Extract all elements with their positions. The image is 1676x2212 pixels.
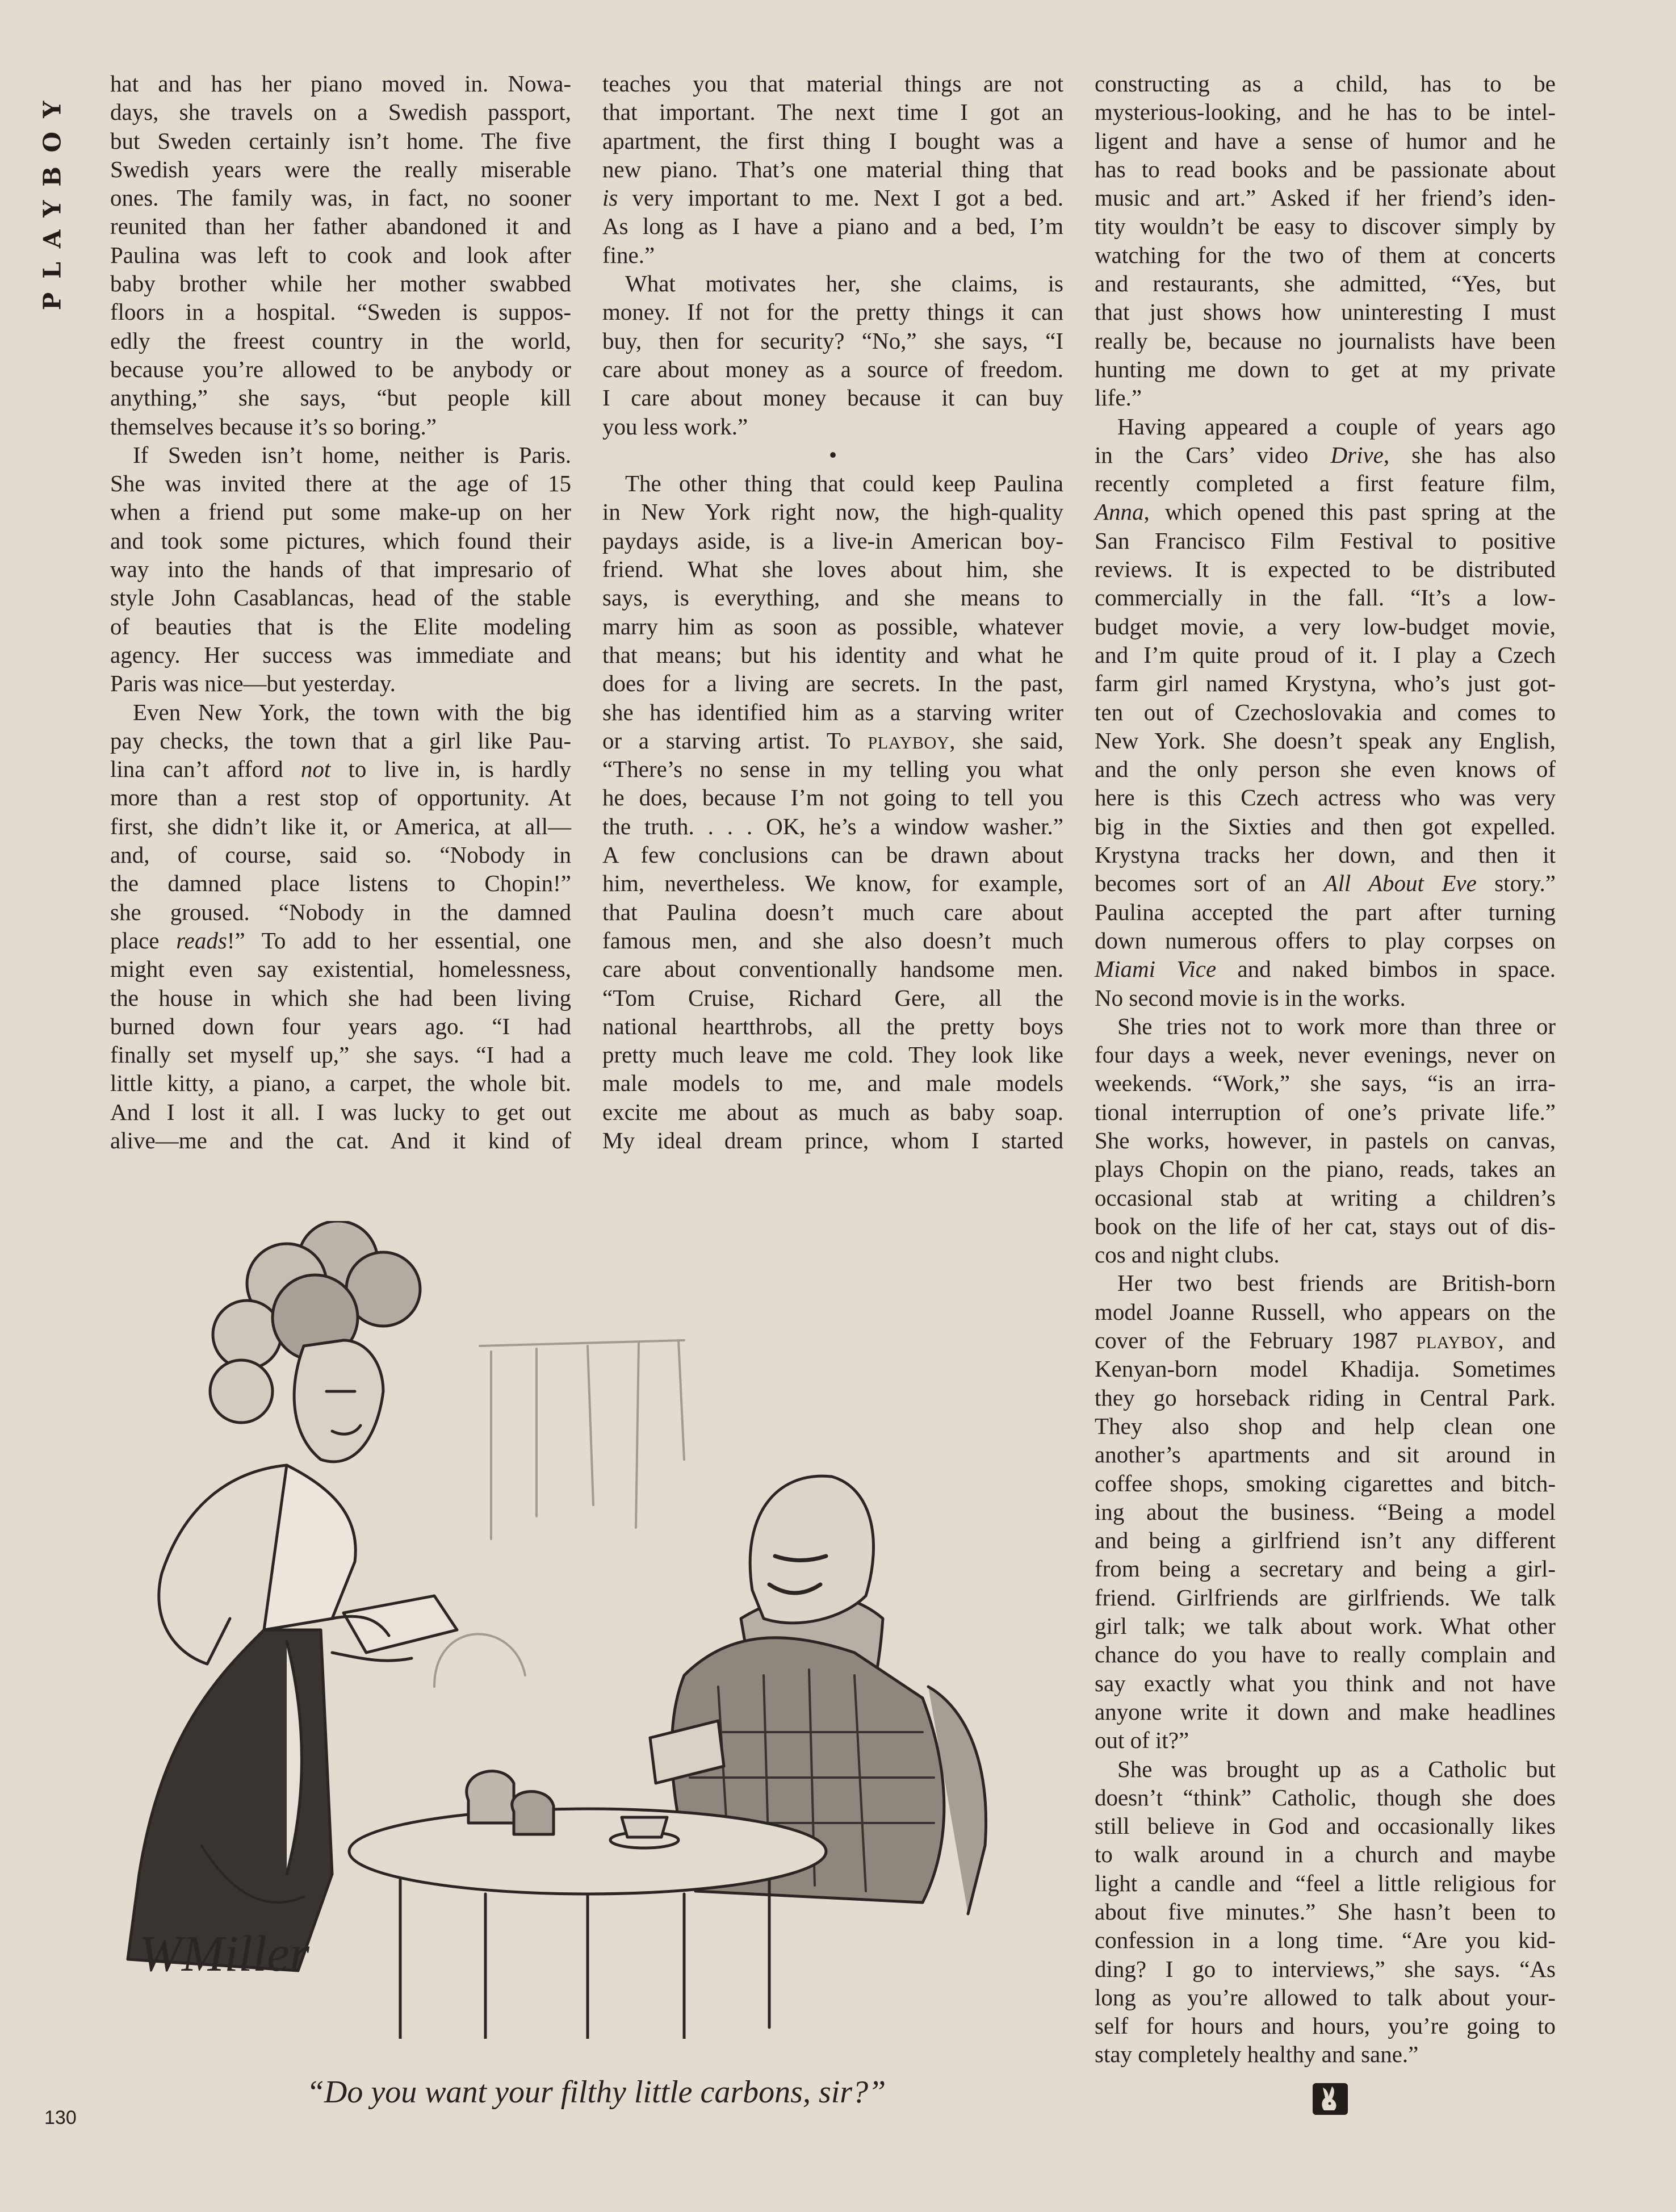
text-line: tional interruption of one’s private life.”: [1095, 1098, 1556, 1125]
article-column-3: [1095, 69, 1556, 2069]
text-line: cover of the February 1987 PLAYBOY, and: [1095, 1327, 1556, 1354]
text-line: If Sweden isn’t home, neither is Paris.: [133, 441, 571, 468]
text-line: lina can’t afford not to live in, is hardly: [110, 756, 571, 783]
text-line: Paulina accepted the part after turning: [1095, 898, 1556, 925]
text-line: here is this Czech actress who was very: [1095, 784, 1556, 811]
text-line: friend. What she loves about him, she: [602, 556, 1063, 583]
text-line: does for a living are secrets. In the past,: [602, 670, 1063, 697]
text-line: style John Casablancas, head of the stable: [110, 584, 571, 611]
text-line: national heartthrobs, all the pretty boys: [602, 1013, 1063, 1039]
text-line: finally set myself up,” she says. “I had a: [110, 1042, 571, 1068]
text-line: ligent and have a sense of humor and he: [1095, 127, 1556, 154]
text-line: Anna, which opened this past spring at the: [1095, 499, 1556, 525]
text-line: care about money as a source of freedom.: [602, 356, 1063, 382]
text-line: but Sweden certainly isn’t home. The five: [110, 127, 571, 154]
text-line: Even New York, the town with the big: [133, 699, 571, 725]
text-line: edly the freest country in the world,: [110, 327, 571, 354]
text-line: big in the Sixties and then got expelled.: [1095, 813, 1556, 839]
text-line: And I lost it all. I was lucky to get out: [110, 1098, 571, 1125]
text-line: when a friend put some make-up on her: [110, 499, 571, 525]
text-line: burned down four years ago. “I had: [110, 1013, 571, 1039]
text-line: commercially in the fall. “It’s a low-: [1095, 584, 1556, 611]
text-line: Her two best friends are British-born: [1117, 1270, 1556, 1297]
text-line: long as you’re allowed to talk about your-: [1095, 1984, 1556, 2010]
text-line: that important. The next time I got an: [602, 99, 1063, 126]
text-line: still believe in God and occasionally likes: [1095, 1813, 1556, 1839]
text-line: My ideal dream prince, whom I started: [602, 1127, 1063, 1153]
text-line: New York. She doesn’t speak any English,: [1095, 727, 1556, 754]
text-line: from being a secretary and being a girl-: [1095, 1555, 1556, 1582]
text-line: Paris was nice—but yesterday.: [110, 670, 396, 697]
text-line: doesn’t “think” Catholic, though she does: [1095, 1784, 1556, 1810]
text-line: that means; but his identity and what he: [602, 641, 1063, 668]
text-line: floors in a hospital. “Sweden is suppos-: [110, 299, 571, 325]
text-line: ten out of Czechoslovakia and comes to: [1095, 699, 1556, 725]
text-line: anything,” she says, “but people kill: [110, 384, 571, 411]
text-line: self for hours and hours, you’re going to: [1095, 2013, 1556, 2039]
text-line: pretty much leave me cold. They look like: [602, 1042, 1063, 1068]
text-line: really be, because no journalists have been: [1095, 327, 1556, 354]
text-line: reviews. It is expected to be distributed: [1095, 556, 1556, 583]
article-paragraph: [110, 69, 571, 441]
text-line: and I’m quite proud of it. I play a Czech: [1095, 641, 1556, 668]
text-line: him, nevertheless. We know, for example,: [602, 870, 1063, 897]
text-line: new piano. That’s one material thing that: [602, 156, 1063, 182]
text-line: alive—me and the cat. And it kind of: [110, 1127, 571, 1153]
text-line: apartment, the first thing I bought was a: [602, 127, 1063, 154]
text-line: little kitty, a piano, a carpet, the whole bit.: [110, 1070, 571, 1097]
text-line: reunited than her father abandoned it and: [110, 213, 571, 240]
text-line: constructing as a child, has to be: [1095, 70, 1556, 97]
artist-signature: WMiller: [139, 1926, 309, 1982]
text-line: As long as I have a piano and a bed, I’m: [602, 213, 1063, 240]
text-line: music and art.” Asked if her friend’s iden-: [1095, 185, 1556, 211]
text-line: male models to me, and male models: [602, 1070, 1063, 1097]
text-line: say exactly what you think and not have: [1095, 1670, 1556, 1696]
article-paragraph: [1095, 1755, 1556, 2069]
text-line: to walk around in a church and maybe: [1095, 1841, 1556, 1868]
text-line: stay completely healthy and sane.”: [1095, 2041, 1419, 2068]
text-line: and the only person she even knows of: [1095, 756, 1556, 783]
text-line: Swedish years were the really miserable: [110, 156, 571, 182]
article-paragraph: [1095, 1269, 1556, 1754]
article-paragraph: [602, 269, 1063, 441]
text-line: agency. Her success was immediate and: [110, 641, 571, 668]
text-line: place reads!” To add to her essential, one: [110, 927, 572, 954]
article-paragraph: [110, 441, 571, 698]
rabbit-head-icon: [1313, 2083, 1348, 2115]
italic-text: is: [602, 185, 618, 211]
text-line: friend. Girlfriends are girlfriends. We talk: [1095, 1584, 1556, 1611]
text-line: and, of course, said so. “Nobody in: [110, 842, 571, 868]
text-line: “Tom Cruise, Richard Gere, all the: [602, 984, 1063, 1011]
text-line: baby brother while her mother swabbed: [110, 270, 571, 297]
article-paragraph: [110, 698, 571, 1155]
text-line: and restaurants, she admitted, “Yes, but: [1095, 270, 1556, 297]
text-line: San Francisco Film Festival to positive: [1095, 527, 1556, 554]
text-line: she has identified him as a starving writer: [602, 699, 1063, 725]
text-line: confession in a long time. “Are you kid-: [1095, 1927, 1556, 1954]
text-line: you less work.”: [602, 413, 748, 440]
cartoon-illustration: [116, 1221, 1082, 2039]
text-line: in New York right now, the high-quality: [602, 499, 1063, 525]
article-column-2: [602, 69, 1063, 1155]
text-line: out of it?”: [1095, 1727, 1189, 1754]
text-line: because you’re allowed to be anybody or: [110, 356, 571, 382]
text-line: I care about money because it can buy: [602, 384, 1063, 411]
text-line: “There’s no sense in my telling you what: [602, 756, 1063, 783]
text-line: recently completed a first feature film,: [1095, 470, 1556, 497]
text-line: excite me about as much as baby soap.: [602, 1098, 1063, 1125]
text-line: of beauties that is the Elite modeling: [110, 613, 571, 639]
text-line: famous men, and she also doesn’t much: [602, 927, 1063, 954]
text-line: first, she didn’t like it, or America, at all—: [110, 813, 571, 839]
text-line: book on the life of her cat, stays out of dis-: [1095, 1212, 1556, 1239]
text-line: and being a girlfriend isn’t any different: [1095, 1527, 1556, 1554]
text-line: another’s apartments and sit around in: [1095, 1441, 1556, 1468]
cartoon-caption: “Do you want your filthy little carbons, sir?”: [306, 2075, 886, 2110]
text-line: the truth. . . . OK, he’s a window washer.”: [602, 813, 1063, 839]
text-line: care about conventionally handsome men.: [602, 956, 1063, 982]
text-line: light a candle and “feel a little religious for: [1095, 1870, 1556, 1896]
text-line: They also shop and help clean one: [1095, 1412, 1556, 1439]
text-line: A few conclusions can be drawn about: [602, 842, 1063, 868]
text-line: weekends. “Work,” she says, “is an irra-: [1095, 1070, 1556, 1097]
text-line: Kenyan-born model Khadija. Sometimes: [1095, 1356, 1556, 1382]
page-number: 130: [44, 2107, 77, 2129]
article-paragraph: [602, 469, 1063, 1155]
text-line: money. If not for the pretty things it can: [602, 299, 1063, 325]
article-paragraph: [1095, 1012, 1556, 1269]
magazine-side-logo: [35, 74, 69, 324]
text-line: they go horseback riding in Central Park.: [1095, 1384, 1556, 1411]
text-line: hunting me down to get at my private: [1095, 356, 1556, 382]
text-line: paydays aside, is a live-in American boy-: [602, 527, 1063, 554]
text-line: about five minutes.” She hasn’t been to: [1095, 1899, 1556, 1925]
text-line: is very important to me. Next I got a bed.: [602, 185, 1063, 211]
text-line: cos and night clubs.: [1095, 1241, 1280, 1268]
italic-text: Anna: [1095, 499, 1144, 525]
italic-text: Drive: [1330, 441, 1384, 468]
text-line: The other thing that could keep Paulina: [625, 470, 1063, 497]
text-line: or a starving artist. To PLAYBOY, she said,: [602, 727, 1063, 754]
text-line: She was invited there at the age of 15: [110, 470, 571, 497]
text-line: ding? I go to interviews,” she says. “As: [1095, 1955, 1556, 1982]
text-line: model Joanne Russell, who appears on the: [1095, 1298, 1556, 1325]
text-line: Krystyna tracks her down, and then it: [1095, 842, 1556, 868]
text-line: way into the hands of that impresario of: [110, 556, 571, 583]
text-line: four days a week, never evenings, never on: [1095, 1042, 1556, 1068]
text-line: down numerous offers to play corpses on: [1095, 927, 1556, 954]
magazine-name-smallcaps: PLAYBOY: [1416, 1333, 1498, 1353]
text-line: teaches you that material things are not: [602, 70, 1063, 97]
text-line: fine.”: [602, 241, 655, 268]
text-line: more than a rest stop of opportunity. At: [110, 784, 571, 811]
text-line: ones. The family was, in fact, no sooner: [110, 185, 571, 211]
article-paragraph: [1095, 69, 1556, 412]
text-line: has to read books and be passionate about: [1095, 156, 1556, 182]
text-line: that just shows how uninteresting I must: [1095, 299, 1556, 325]
text-line: anyone write it down and make headlines: [1095, 1698, 1556, 1725]
text-line: tity wouldn’t be easy to discover simply by: [1095, 213, 1556, 240]
text-line: that Paulina doesn’t much care about: [602, 898, 1063, 925]
side-logo-text: PLAYBOY: [38, 87, 66, 311]
text-line: she groused. “Nobody in the damned: [110, 898, 571, 925]
text-line: ing about the business. “Being a model: [1095, 1498, 1556, 1525]
text-line: Paulina was left to cook and look after: [110, 241, 571, 268]
text-line: might even say existential, homelessness,: [110, 956, 571, 982]
text-line: life.”: [1095, 384, 1142, 411]
text-line: the house in which she had been living: [110, 984, 571, 1011]
text-line: hat and has her piano moved in. Nowa-: [110, 70, 571, 97]
magazine-name-smallcaps: PLAYBOY: [868, 733, 950, 752]
text-line: buy, then for security? “No,” she says, “I: [602, 327, 1063, 354]
text-line: Having appeared a couple of years ago: [1117, 413, 1556, 440]
text-line: budget movie, a very low-budget movie,: [1095, 613, 1556, 639]
text-line: plays Chopin on the piano, reads, takes an: [1095, 1156, 1556, 1182]
article-paragraph: [1095, 412, 1556, 1012]
text-line: •: [828, 441, 837, 468]
text-line: No second movie is in the works.: [1095, 984, 1406, 1011]
italic-text: All About Eve: [1323, 870, 1477, 897]
text-line: pay checks, the town that a girl like Pau-: [110, 727, 571, 754]
text-line: mysterious-looking, and he has to be intel-: [1095, 99, 1556, 126]
article-column-1: [110, 69, 571, 1155]
text-line: themselves because it’s so boring.”: [110, 413, 437, 440]
text-line: She works, however, in pastels on canvas,: [1095, 1127, 1556, 1153]
text-line: in the Cars’ video Drive, she has also: [1095, 441, 1556, 468]
article-paragraph: [602, 69, 1063, 269]
text-line: coffee shops, smoking cigarettes and bitch-: [1095, 1470, 1556, 1496]
text-line: farm girl named Krystyna, who’s just got-: [1095, 670, 1556, 697]
italic-text: reads: [176, 927, 227, 954]
text-line: girl talk; we talk about work. What other: [1095, 1613, 1556, 1640]
italic-text: not: [300, 756, 331, 783]
text-line: chance do you have to really complain and: [1095, 1641, 1556, 1668]
text-line: Miami Vice and naked bimbos in space.: [1095, 956, 1556, 982]
text-line: What motivates her, she claims, is: [625, 270, 1063, 297]
text-line: the damned place listens to Chopin!”: [110, 870, 571, 897]
italic-text: Miami Vice: [1095, 956, 1217, 982]
text-line: says, is everything, and she means to: [602, 584, 1063, 611]
text-line: marry him as soon as possible, whatever: [602, 613, 1063, 639]
text-line: he does, because I’m not going to tell you: [602, 784, 1063, 811]
text-line: days, she travels on a Swedish passport,: [110, 99, 571, 126]
text-line: occasional stab at writing a children’s: [1095, 1184, 1556, 1211]
text-line: She was brought up as a Catholic but: [1117, 1755, 1556, 1782]
text-line: watching for the two of them at concerts: [1095, 241, 1556, 268]
text-line: and took some pictures, which found their: [110, 527, 571, 554]
text-line: becomes sort of an All About Eve story.”: [1095, 870, 1556, 897]
text-line: She tries not to work more than three or: [1117, 1013, 1556, 1039]
section-separator: [602, 441, 1063, 469]
